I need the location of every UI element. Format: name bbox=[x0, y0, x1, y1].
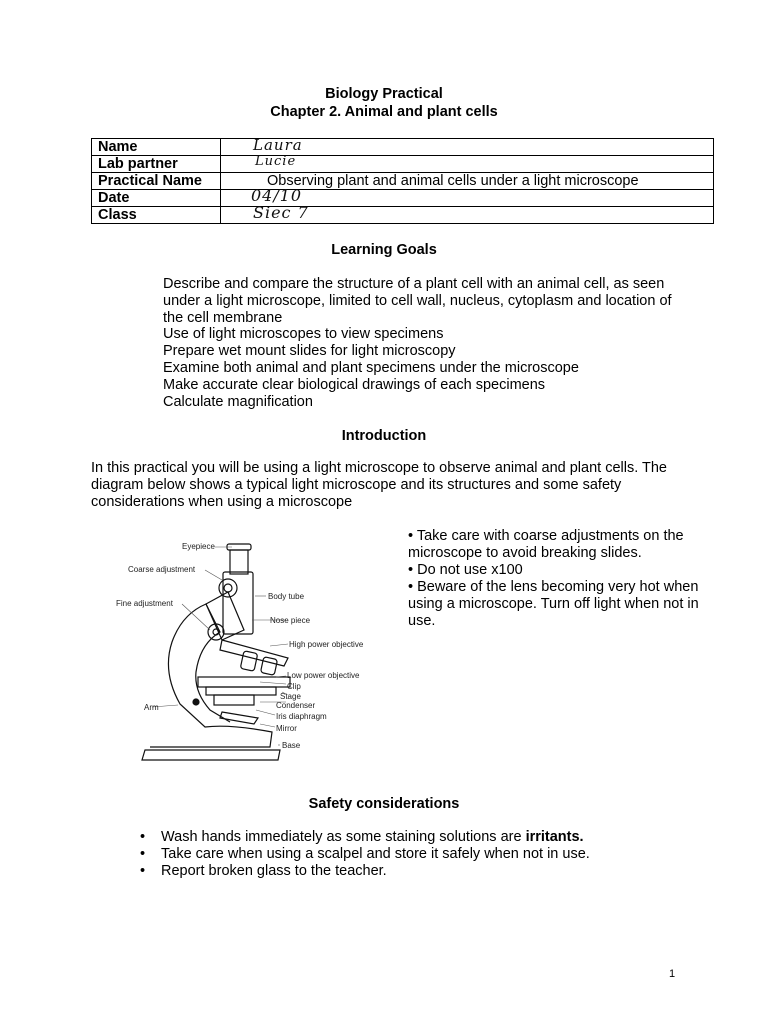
safety-emphasis: irritants. bbox=[525, 829, 584, 845]
table-row bbox=[92, 139, 714, 156]
microscope-diagram bbox=[110, 532, 402, 777]
learning-goals-heading: Learning Goals bbox=[331, 242, 437, 258]
nose-piece-label: Nose piece bbox=[270, 616, 311, 625]
list-item: • Take care with coarse adjustments on the microscope to avoid breaking slides. bbox=[408, 528, 684, 561]
name-handwritten: Laura bbox=[253, 136, 303, 154]
list-item: Examine both animal and plant specimens under the microscope bbox=[163, 359, 579, 376]
stage-label: Stage bbox=[280, 692, 301, 701]
list-item: Use of light microscopes to view specimens bbox=[163, 326, 444, 343]
arm-label: Arm bbox=[144, 703, 159, 712]
table-row bbox=[92, 190, 714, 207]
practical-name-label: Practical Name bbox=[92, 173, 221, 190]
learning-goals-list bbox=[163, 276, 683, 410]
label-leader-lines bbox=[152, 547, 288, 745]
table-row bbox=[92, 173, 714, 190]
low-power-objective-label: Low power objective bbox=[287, 671, 360, 680]
list-item: Calculate magnification bbox=[163, 393, 313, 410]
practical-name-value: Observing plant and animal cells under a light microscope bbox=[267, 173, 639, 189]
condenser-label: Condenser bbox=[276, 701, 316, 710]
list-item: Describe and compare the structure of a plant cell with an animal cell, as seen under a light microscope, limited to cell wall, nucleus, cytoplasm and location of the cell membrane bbox=[163, 276, 672, 326]
iris-diaphragm-label: Iris diaphragm bbox=[276, 712, 327, 721]
class-handwritten: Siec 7 bbox=[253, 203, 309, 222]
list-item bbox=[140, 829, 700, 846]
high-power-objective-label: High power objective bbox=[289, 640, 364, 649]
lab-partner-handwritten: Lucie bbox=[255, 154, 297, 169]
safety-list bbox=[140, 829, 700, 880]
diagram-labels bbox=[116, 542, 364, 750]
page-number: 1 bbox=[669, 968, 676, 980]
table-row bbox=[92, 207, 714, 224]
lab-partner-value-cell bbox=[221, 156, 714, 173]
safety-text: Wash hands immediately as some staining solutions are bbox=[161, 829, 526, 845]
body-tube-label: Body tube bbox=[268, 592, 305, 601]
table-row bbox=[92, 156, 714, 173]
name-label: Name bbox=[92, 139, 221, 156]
class-value-cell bbox=[221, 203, 714, 224]
fine-adjustment-label: Fine adjustment bbox=[116, 599, 173, 608]
list-item: • Do not use x100 bbox=[408, 562, 523, 578]
base-label: Base bbox=[282, 741, 301, 750]
coarse-adjustment-label: Coarse adjustment bbox=[128, 565, 196, 574]
safety-heading: Safety considerations bbox=[308, 796, 460, 812]
eyepiece-label: Eyepiece bbox=[182, 542, 215, 551]
list-item: Make accurate clear biological drawings of each specimens bbox=[163, 376, 546, 393]
bullet-point: • bbox=[140, 829, 146, 845]
list-item bbox=[140, 846, 700, 863]
bullet-point: • bbox=[140, 846, 146, 862]
clip-label: Clip bbox=[287, 682, 301, 691]
safety-text: Take care when using a scalpel and store it safely when not in use. bbox=[161, 846, 590, 862]
date-handwritten: 04/10 bbox=[251, 186, 303, 205]
class-label: Class bbox=[92, 207, 221, 224]
safety-text: Report broken glass to the teacher. bbox=[161, 863, 387, 879]
document-subtitle: Chapter 2. Animal and plant cells bbox=[270, 104, 498, 120]
introduction-paragraph: In this practical you will be using a light microscope to observe animal and plant cells. The diagram below shows a typical light microscope and its structures and some safety considerations when using a microscope bbox=[91, 460, 667, 510]
microscope-tips-list bbox=[408, 528, 713, 630]
list-item: • Beware of the lens becoming very hot when using a microscope. Turn off light when not in use. bbox=[408, 579, 699, 629]
student-info-table bbox=[91, 138, 714, 224]
list-item: Prepare wet mount slides for light microscopy bbox=[163, 343, 456, 360]
mirror-label: Mirror bbox=[276, 724, 297, 733]
document-title: Biology Practical bbox=[325, 86, 443, 102]
name-value-cell bbox=[221, 136, 714, 156]
introduction-heading: Introduction bbox=[341, 428, 427, 444]
lab-partner-label: Lab partner bbox=[92, 156, 221, 173]
list-item bbox=[140, 863, 700, 880]
date-label: Date bbox=[92, 190, 221, 207]
bullet-point: • bbox=[140, 863, 146, 879]
